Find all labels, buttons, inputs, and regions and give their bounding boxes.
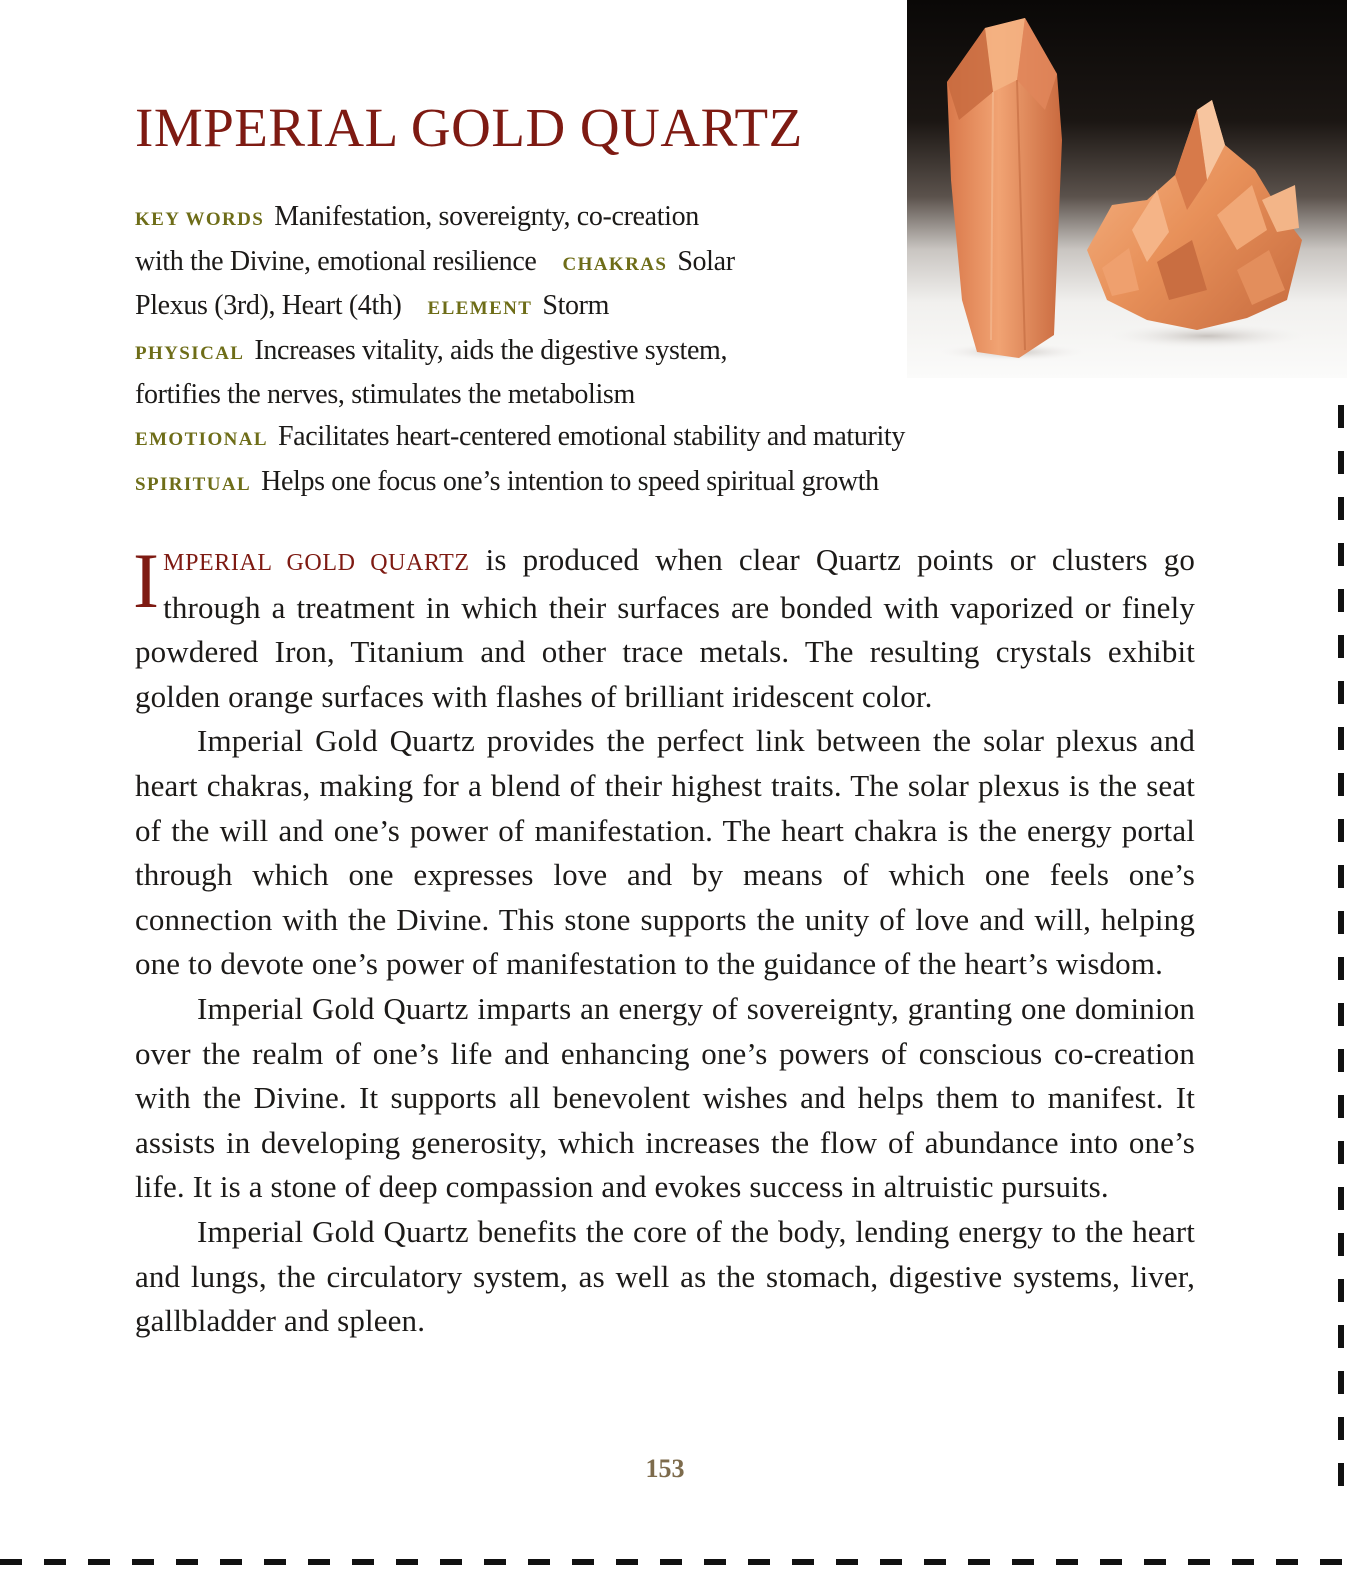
chakras-label: CHAKRAS bbox=[562, 253, 668, 275]
page-edge-marks-right bbox=[1338, 405, 1344, 1500]
element-value: Storm bbox=[542, 290, 610, 322]
paragraph-1-text: is produced when clear Quartz points or clusters go through a treatment in which their surfaces are bonded with vaporized or finely powdered Iron, Titanium and other trace metals. The resulting crystals exhibit golden orange surfaces with flashes of brilliant iridescent color. bbox=[135, 542, 1195, 714]
paragraph-2: Imperial Gold Quartz provides the perfect link between the solar plexus and heart chakras, making for a blend of their highest traits. The solar plexus is the seat of the will and one’s power of manifestation. The heart chakra is the energy portal through which one expresses love and by means of which one feels one’s connection with the Divine. This stone supports the unity of love and will, helping one to devote one’s power of manifestation to the guidance of the heart’s wisdom. bbox=[135, 723, 1195, 982]
keywords-value-1: Manifestation, sovereignty, co-creation bbox=[274, 201, 699, 232]
emotional-value: Facilitates heart-centered emotional stability and maturity bbox=[277, 420, 905, 452]
spiritual-value: Helps one focus one’s intention to speed spiritual growth bbox=[261, 465, 879, 497]
properties-line-2 bbox=[135, 241, 1065, 286]
spiritual-label: SPIRITUAL bbox=[135, 473, 252, 495]
properties-line-3 bbox=[135, 285, 1065, 330]
properties-line-4 bbox=[135, 330, 1065, 375]
lead-small-caps: MPERIAL GOLD QUARTZ bbox=[163, 550, 470, 576]
physical-value-1: Increases vitality, aids the digestive system, bbox=[254, 334, 728, 366]
physical-label: PHYSICAL bbox=[135, 342, 245, 364]
paragraph-1 bbox=[135, 538, 1195, 719]
properties-block bbox=[135, 196, 1065, 505]
keywords-label: KEY WORDS bbox=[135, 209, 265, 230]
properties-line-5 bbox=[135, 374, 1065, 416]
page-title: IMPERIAL GOLD QUARTZ bbox=[135, 97, 803, 158]
element-label: ELEMENT bbox=[427, 298, 533, 320]
page-number: 153 bbox=[645, 1454, 685, 1483]
properties-line-6 bbox=[135, 416, 1065, 461]
physical-value-2: fortifies the nerves, stimulates the metabolism bbox=[135, 379, 635, 411]
drop-cap: I bbox=[133, 537, 160, 624]
page-edge-marks-bottom bbox=[0, 1559, 1347, 1565]
chakras-value-1: Solar bbox=[677, 245, 735, 277]
properties-line-1 bbox=[135, 196, 1065, 241]
paragraph-3: Imperial Gold Quartz imparts an energy of sovereignty, granting one dominion over the realm of one’s life and enhancing one’s powers of conscious co-creation with the Divine. It supports all benevolent wishes and helps them to manifest. It assists in developing generosity, which increases the flow of abundance into one’s life. It is a stone of deep compassion and evokes success in altruistic pursuits. bbox=[135, 990, 1195, 1205]
emotional-label: EMOTIONAL bbox=[135, 428, 268, 450]
chakras-value-2: Plexus (3rd), Heart (4th) bbox=[135, 290, 402, 322]
paragraph-4: Imperial Gold Quartz benefits the core of the body, lending energy to the heart and lungs, the circulatory system, as well as the stomach, digestive systems, liver, gallbladder and spleen. bbox=[135, 1213, 1195, 1339]
keywords-value-2: with the Divine, emotional resilience bbox=[135, 245, 537, 277]
body-text bbox=[135, 538, 1195, 1344]
properties-line-7 bbox=[135, 461, 1065, 506]
